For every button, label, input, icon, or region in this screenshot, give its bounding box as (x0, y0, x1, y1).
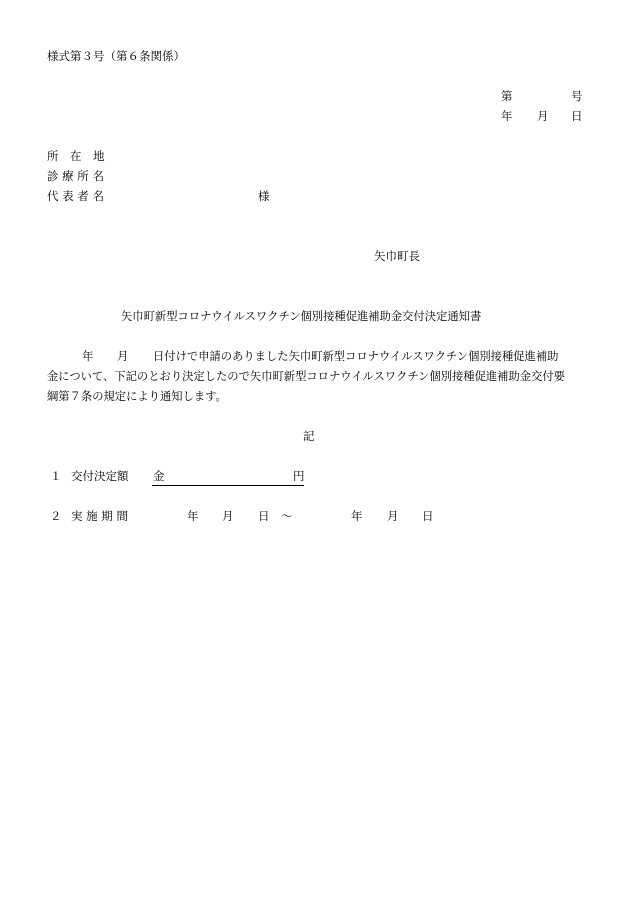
doc-number-suffix: 号 (571, 89, 583, 103)
item-2-label: 実 施 期 間 (71, 509, 128, 523)
amount-underline (152, 485, 304, 486)
item-2-number: ２ (50, 509, 62, 523)
date-day: 日 (571, 109, 583, 123)
body-line-2: 金について、下記のとおり決定したので矢巾町新型コロナウイルスワクチン個別接種促進補助金交付要 (47, 370, 565, 383)
start-year: 年 (187, 509, 199, 523)
body-month: 月 (117, 349, 129, 363)
date-year: 年 (501, 109, 513, 123)
form-label: 様式第３号（第６条関係） (47, 49, 185, 63)
amount-prefix: 金 (153, 469, 165, 483)
doc-number-prefix: 第 (501, 89, 513, 103)
body-line-3: 綱第７条の規定により通知します。 (47, 390, 227, 403)
issuer: 矢巾町長 (374, 249, 420, 263)
amount-suffix: 円 (293, 469, 305, 483)
start-month: 月 (222, 509, 234, 523)
item-1-label: 交付決定額 (71, 469, 129, 483)
body-line-1: 日付けで申請のありました矢巾町新型コロナウイルスワクチン個別接種促進補助 (153, 350, 559, 363)
address-label: 所 在 地 (47, 149, 105, 163)
clinic-name-label: 診 療 所 名 (47, 169, 104, 183)
representative-label: 代 表 者 名 (47, 189, 104, 203)
end-year: 年 (351, 509, 363, 523)
start-day: 日 (258, 509, 270, 523)
end-month: 月 (387, 509, 399, 523)
item-1-number: １ (50, 469, 62, 483)
end-day: 日 (422, 509, 434, 523)
period-separator: ～ (281, 509, 293, 523)
document-title: 矢巾町新型コロナウイルスワクチン個別接種促進補助金交付決定通知書 (121, 310, 482, 323)
ki-heading: 記 (303, 429, 315, 443)
honorific: 様 (258, 189, 270, 203)
date-month: 月 (537, 109, 549, 123)
body-year: 年 (82, 349, 94, 363)
